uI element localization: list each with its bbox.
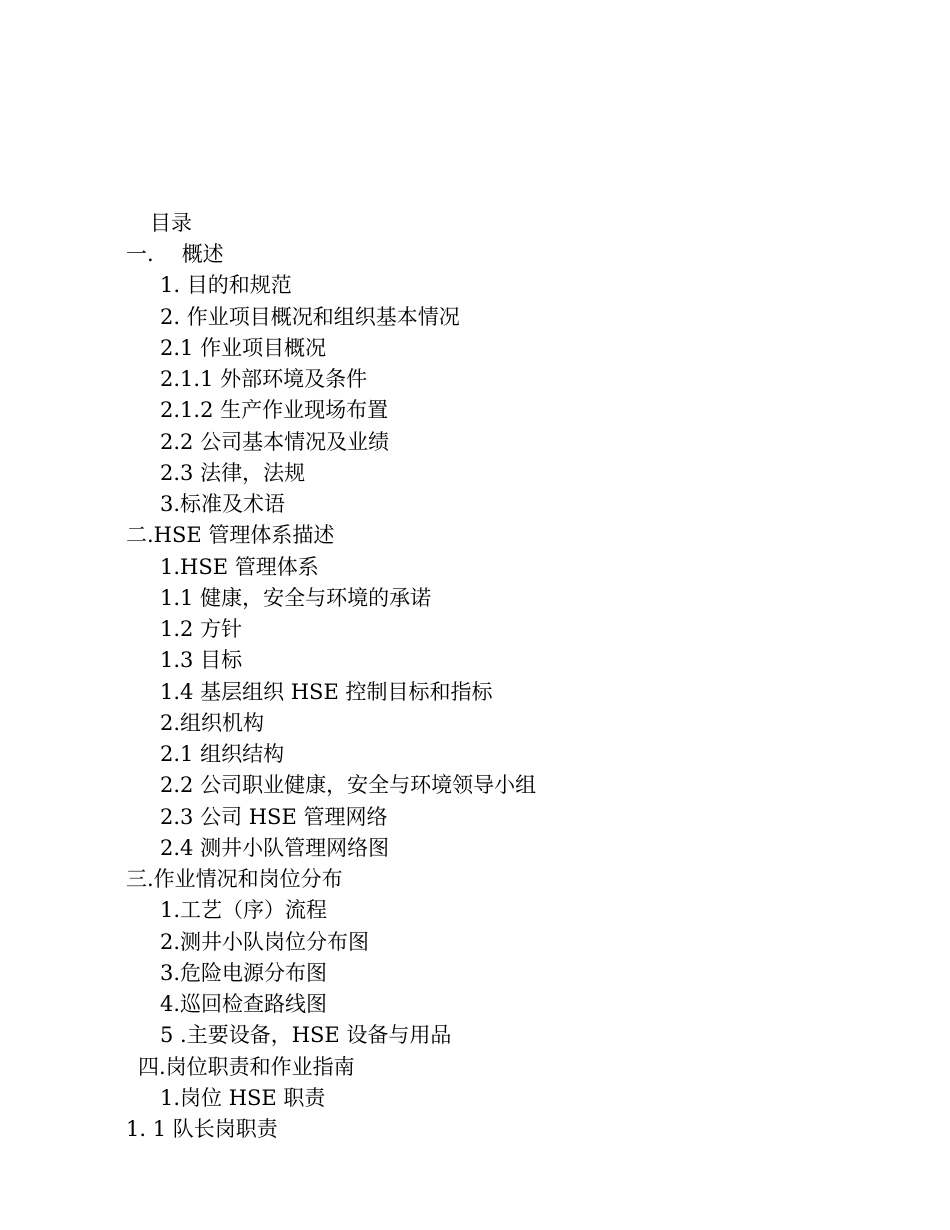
toc-entry-text: 3.危险电源分布图	[160, 960, 328, 985]
toc-entry-text: 2.3 公司 HSE 管理网络	[160, 804, 388, 829]
toc-entry	[0, 833, 536, 864]
toc-entry	[0, 614, 536, 645]
toc-entry-text: 二.HSE 管理体系描述	[126, 523, 335, 548]
toc-entry-text: 1. 目的和规范	[160, 273, 292, 298]
toc-entry-text: 2.1 作业项目概况	[160, 335, 327, 360]
toc-entry	[0, 364, 536, 395]
toc-entry-text: 1.3 目标	[160, 648, 243, 673]
toc-entry	[0, 708, 536, 739]
toc-entry-number: 一.	[126, 242, 154, 266]
toc-entry-text: 1.岗位 HSE 职责	[160, 1085, 326, 1110]
toc-entry	[0, 1083, 536, 1114]
toc-entry	[0, 1114, 536, 1145]
toc-list	[0, 239, 536, 1145]
toc-entry	[0, 958, 536, 989]
toc-entry	[0, 895, 536, 926]
toc-entry-text: 三.作业情况和岗位分布	[126, 867, 343, 891]
toc-title: 目录	[150, 211, 192, 235]
toc-entry-text: 2.3 法律，法规	[160, 460, 306, 485]
toc-entry	[0, 645, 536, 676]
toc-entry-text: 2. 作业项目概况和组织基本情况	[160, 304, 460, 329]
toc-entry	[0, 739, 536, 770]
toc-entry	[0, 1020, 536, 1051]
toc-entry	[0, 552, 536, 583]
toc-entry-text: 1.HSE 管理体系	[160, 554, 319, 579]
toc-entry-text: 1.2 方针	[160, 617, 243, 641]
toc-entry-text: 2.测井小队岗位分布图	[160, 929, 370, 954]
toc-entry	[0, 1052, 536, 1083]
toc-entry	[0, 395, 536, 426]
toc-entry	[0, 239, 536, 270]
toc-entry	[0, 427, 536, 458]
toc-entry	[0, 520, 536, 551]
toc-entry	[0, 489, 536, 520]
toc-entry-text: 2.1.2 生产作业现场布置	[160, 398, 389, 423]
toc-entry-text: 1.工艺（序）流程	[160, 898, 328, 923]
toc-entry-text: 2.2 公司基本情况及业绩	[160, 429, 390, 454]
toc-entry	[0, 770, 536, 801]
toc-entry	[0, 333, 536, 364]
toc-entry-text: 3.标准及术语	[160, 492, 286, 516]
toc-entry-text: 1.4 基层组织 HSE 控制目标和指标	[160, 679, 493, 704]
toc-entry-text: 5 .主要设备，HSE 设备与用品	[160, 1023, 452, 1048]
toc-entry-text: 1.1 健康，安全与环境的承诺	[160, 585, 432, 610]
toc-entry	[0, 458, 536, 489]
toc-entry	[0, 802, 536, 833]
toc-entry	[0, 583, 536, 614]
toc-entry	[0, 864, 536, 895]
toc-entry-text: 2.1 组织结构	[160, 742, 285, 766]
toc-entry	[0, 989, 536, 1020]
toc-entry-text: 1. 1 队长岗职责	[126, 1117, 278, 1141]
toc-entry	[0, 927, 536, 958]
toc-entry	[0, 302, 536, 333]
toc-entry-text: 2.1.1 外部环境及条件	[160, 367, 368, 391]
toc-entry-text: 2.2 公司职业健康，安全与环境领导小组	[160, 773, 537, 798]
toc-entry-text: 4.巡回检查路线图	[160, 992, 328, 1016]
toc-entry-text: 2.4 测井小队管理网络图	[160, 835, 390, 860]
toc-entry-text: 四.岗位职责和作业指南	[138, 1054, 355, 1079]
toc-entry-text: 概述	[181, 242, 224, 266]
toc-entry-text: 2.组织机构	[160, 710, 265, 735]
toc-entry	[0, 270, 536, 301]
toc-entry	[0, 677, 536, 708]
